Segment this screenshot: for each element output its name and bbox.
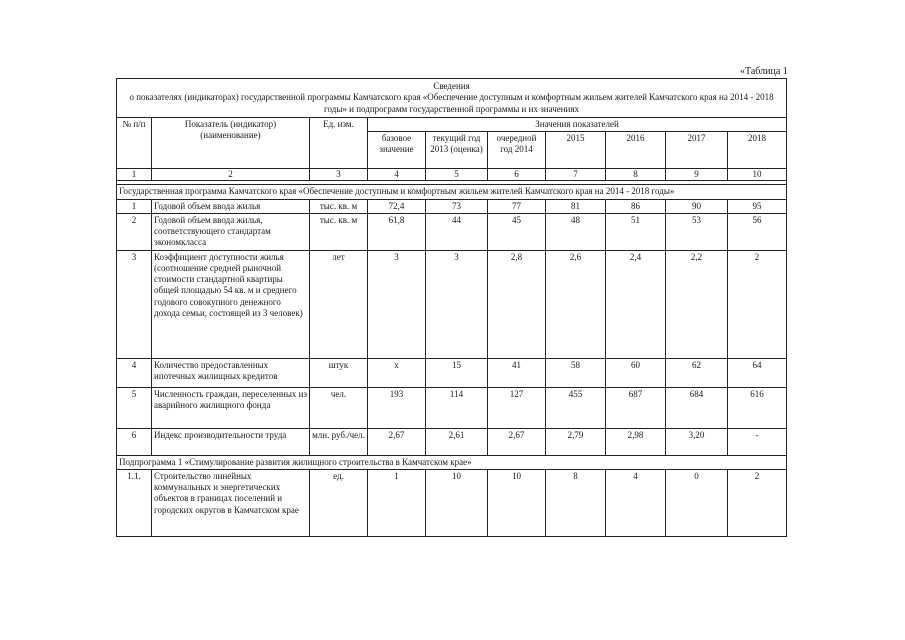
row-unit: ед. xyxy=(310,469,368,536)
row-value: 2,98 xyxy=(606,428,666,455)
row-value: 10 xyxy=(426,469,488,536)
row-indicator: Годовой объем ввода жилья, соответствующего стандартам экономкласса xyxy=(152,213,310,250)
row-value: 2,6 xyxy=(546,250,606,358)
row-value: 15 xyxy=(426,358,488,387)
row-value: 44 xyxy=(426,213,488,250)
row-value: 2,67 xyxy=(488,428,546,455)
row-value: 90 xyxy=(666,199,728,213)
header-2017: 2017 xyxy=(666,132,728,169)
column-number-row xyxy=(117,169,787,181)
row-indicator: Годовой объем ввода жилья xyxy=(152,199,310,213)
row-value: 95 xyxy=(728,199,787,213)
row-value: x xyxy=(368,358,426,387)
row-value: 56 xyxy=(728,213,787,250)
table-row xyxy=(117,213,787,250)
header-unit: Ед. изм. xyxy=(310,117,368,168)
row-value: 10 xyxy=(488,469,546,536)
table-caption xyxy=(117,79,787,118)
row-value: 60 xyxy=(606,358,666,387)
row-value: 72,4 xyxy=(368,199,426,213)
row-value: 3 xyxy=(426,250,488,358)
row-value: 58 xyxy=(546,358,606,387)
header-values-group: Значения показателей xyxy=(368,117,787,131)
header-2016: 2016 xyxy=(606,132,666,169)
row-value: 41 xyxy=(488,358,546,387)
row-num: 6 xyxy=(117,428,152,455)
row-num: 5 xyxy=(117,387,152,428)
row-unit: тыс. кв. м xyxy=(310,199,368,213)
row-unit: тыс. кв. м xyxy=(310,213,368,250)
col-number: 5 xyxy=(426,169,488,181)
row-value: 48 xyxy=(546,213,606,250)
row-unit: штук xyxy=(310,358,368,387)
row-value: 4 xyxy=(606,469,666,536)
col-number: 4 xyxy=(368,169,426,181)
col-number: 1 xyxy=(117,169,152,181)
row-value: 86 xyxy=(606,199,666,213)
row-value: 45 xyxy=(488,213,546,250)
col-number: 2 xyxy=(152,169,310,181)
col-number: 7 xyxy=(546,169,606,181)
row-value: - xyxy=(728,428,787,455)
table-row xyxy=(117,428,787,455)
header-next: очередной год 2014 xyxy=(488,132,546,169)
row-value: 77 xyxy=(488,199,546,213)
row-value: 687 xyxy=(606,387,666,428)
header-current: текущий год 2013 (оценка) xyxy=(426,132,488,169)
header-2018: 2018 xyxy=(728,132,787,169)
row-num: 2 xyxy=(117,213,152,250)
row-value: 81 xyxy=(546,199,606,213)
table-row xyxy=(117,469,787,536)
row-indicator: Индекс производительности труда xyxy=(152,428,310,455)
row-num: 4 xyxy=(117,358,152,387)
row-unit: лет xyxy=(310,250,368,358)
row-value: 455 xyxy=(546,387,606,428)
row-value: 2,79 xyxy=(546,428,606,455)
section-program: Государственная программа Камчатского края «Обеспечение доступным и комфортным жильем жителей Камчатского края на 2014 - 2018 годы» xyxy=(117,185,787,199)
row-indicator: Коэффициент доступности жилья (соотношение средней рыночной стоимости стандартной квартиры общей площадью 54 кв. м и среднего годового совокупного денежного дохода семьи, состоящей из 3 человек) xyxy=(152,250,310,358)
row-value: 61,8 xyxy=(368,213,426,250)
col-number: 10 xyxy=(728,169,787,181)
header-2015: 2015 xyxy=(546,132,606,169)
row-value: 62 xyxy=(666,358,728,387)
caption-text: о показателях (индикаторах) государственной программы Камчатского края «Обеспечение доступным и комфортным жильем жителей Камчатского края на 2014 - 2018 годы» и подпрограмм государственной программы и их значениях xyxy=(129,92,774,114)
row-unit: чел. xyxy=(310,387,368,428)
header-num: № п/п xyxy=(117,117,152,168)
row-value: 53 xyxy=(666,213,728,250)
col-number: 9 xyxy=(666,169,728,181)
row-value: 1 xyxy=(368,469,426,536)
row-value: 684 xyxy=(666,387,728,428)
row-indicator: Количество предоставленных ипотечных жилищных кредитов xyxy=(152,358,310,387)
table-label: «Таблица 1 xyxy=(740,66,788,77)
row-value: 0 xyxy=(666,469,728,536)
caption-title: Сведения xyxy=(433,81,470,91)
table-row xyxy=(117,358,787,387)
indicators-table xyxy=(116,78,787,537)
row-value: 616 xyxy=(728,387,787,428)
table-row xyxy=(117,387,787,428)
row-num: 1 xyxy=(117,199,152,213)
row-value: 2,67 xyxy=(368,428,426,455)
table-row xyxy=(117,199,787,213)
col-number: 8 xyxy=(606,169,666,181)
row-value: 73 xyxy=(426,199,488,213)
row-indicator: Строительство линейных коммунальных и энергетических объектов в границах поселений и городских округов в Камчатском крае xyxy=(152,469,310,536)
row-value: 3 xyxy=(368,250,426,358)
row-value: 127 xyxy=(488,387,546,428)
row-value: 3,20 xyxy=(666,428,728,455)
header-base: базовое значение xyxy=(368,132,426,169)
row-value: 114 xyxy=(426,387,488,428)
col-number: 3 xyxy=(310,169,368,181)
row-unit: млн. руб./чел. xyxy=(310,428,368,455)
header-indicator: Показатель (индикатор) (наименование) xyxy=(152,117,310,168)
row-value: 2 xyxy=(728,250,787,358)
row-value: 2,4 xyxy=(606,250,666,358)
table-row xyxy=(117,250,787,358)
col-number: 6 xyxy=(488,169,546,181)
row-value: 2 xyxy=(728,469,787,536)
row-value: 2,8 xyxy=(488,250,546,358)
row-value: 51 xyxy=(606,213,666,250)
row-value: 2,2 xyxy=(666,250,728,358)
row-value: 64 xyxy=(728,358,787,387)
row-indicator: Численность граждан, переселенных из аварийного жилищного фонда xyxy=(152,387,310,428)
row-value: 8 xyxy=(546,469,606,536)
row-value: 193 xyxy=(368,387,426,428)
row-value: 2,61 xyxy=(426,428,488,455)
section-subprogram-1: Подпрограмма 1 «Стимулирование развития жилищного строительства в Камчатском крае» xyxy=(117,455,787,469)
row-num: 3 xyxy=(117,250,152,358)
row-num: 1.1. xyxy=(117,469,152,536)
